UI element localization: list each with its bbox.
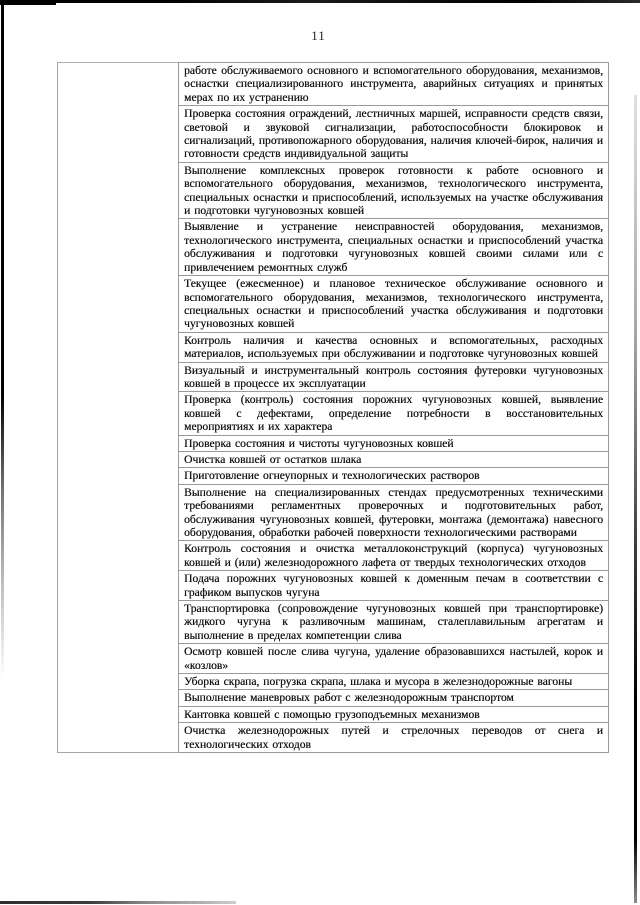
table-row: работе обслуживаемого основного и вспомогательного оборудования, механизмов, оснастки специализированного инструмента, аварийных ситуациях и принятых мерах по их устранению <box>179 63 608 106</box>
scan-border-top-corner <box>0 0 56 5</box>
table-row: Выполнение на специализированных стендах предусмотренных техническими требованиями регламентных проверочных и подготовительных работ, обслуживания чугуновозных ковшей, футеровки, монтажа (демонтажа) навесного оборудования, обработки рабочей поверхности технологическими растворами <box>179 485 608 542</box>
table-row: Текущее (ежесменное) и плановое техническое обслуживание основного и вспомогательного оборудования, механизмов, технологического инструмента, специальных оснастки и приспособлений участка обслуживания и подготовки чугуновозных ковшей <box>179 276 608 333</box>
table-left-column-empty <box>57 62 178 753</box>
table-row: Проверка состояния и чистоты чугуновозных ковшей <box>179 436 608 452</box>
page-number: 11 <box>311 28 326 43</box>
duties-table <box>57 62 609 753</box>
table-body <box>178 62 609 753</box>
table-row: Подача порожних чугуновозных ковшей к доменным печам в соответствии с графиком выпусков чугуна <box>179 571 608 601</box>
table-row: Контроль наличия и качества основных и вспомогательных, расходных материалов, используемых при обслуживании и подготовке чугуновозных ковшей <box>179 333 608 363</box>
table-row: Проверка состояния ограждений, лестничных маршей, исправности средств связи, световой и звуковой сигнализации, работоспособности блокировок и сигнализаций, противопожарного оборудования, наличия ключей-бирок, наличия и готовности средств индивидуальной защиты <box>179 106 608 163</box>
table-row: Выполнение маневровых работ с железнодорожным транспортом <box>179 690 608 706</box>
table-row: Очистка железнодорожных путей и стрелочных переводов от снега и технологических отходов <box>179 723 608 753</box>
table-row: Контроль состояния и очистка металлоконструкций (корпуса) чугуновозных ковшей и (или) железнодорожного лафета от твердых технологических отходов <box>179 541 608 571</box>
table-row: Осмотр ковшей после слива чугуна, удаление образовавшихся настылей, корок и «козлов» <box>179 644 608 674</box>
table-row: Визуальный и инструментальный контроль состояния футеровки чугуновозных ковшей в процессе их эксплуатации <box>179 363 608 393</box>
scan-border-left <box>1 0 4 680</box>
scan-border-bottom <box>0 901 236 904</box>
scan-border-top <box>0 0 640 3</box>
table-row: Проверка (контроль) состояния порожних чугуновозных ковшей, выявление ковшей с дефектами, определение потребности в восстановительных мероприятиях и их характера <box>179 392 608 435</box>
scan-border-right <box>634 95 637 903</box>
table-row: Кантовка ковшей с помощью грузоподъемных механизмов <box>179 707 608 723</box>
table-row: Уборка скрапа, погрузка скрапа, шлака и мусора в железнодорожные вагоны <box>179 674 608 690</box>
table-row: Выполнение комплексных проверок готовности к работе основного и вспомогательного оборудования, механизмов, технологического инструмента, специальных оснастки и приспособлений, используемых на участке обслуживания и подготовки чугуновозных ковшей <box>179 163 608 220</box>
table-row: Выявление и устранение неисправностей оборудования, механизмов, технологического инструмента, специальных оснастки и приспособлений участка обслуживания и подготовки чугуновозных ковшей своими силами или с привлечением ремонтных служб <box>179 219 608 276</box>
table-row: Очистка ковшей от остатков шлака <box>179 452 608 468</box>
table-row: Приготовление огнеупорных и технологических растворов <box>179 468 608 484</box>
table-row: Транспортировка (сопровождение чугуновозных ковшей при транспортировке) жидкого чугуна к разливочным машинам, сталеплавильным агрегатам и выполнение в пределах компетенции слива <box>179 601 608 644</box>
